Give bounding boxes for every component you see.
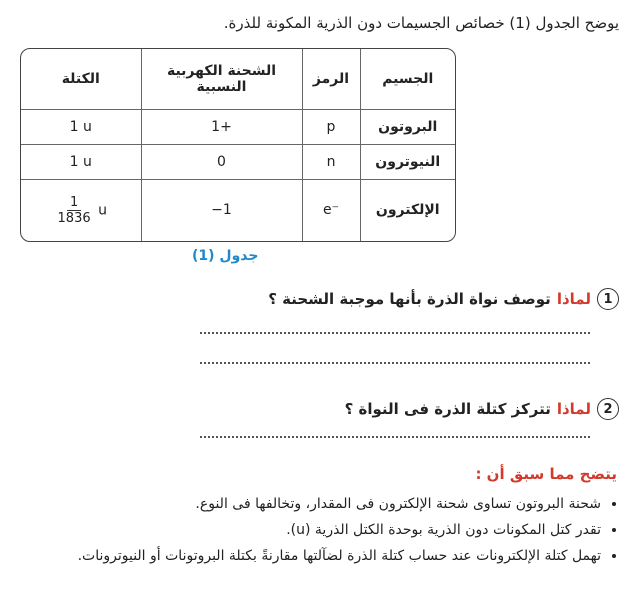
conclusion-list [0,494,619,572]
cell-mass: 1 u [21,144,141,179]
cell-symbol: n [302,144,360,179]
cell-symbol: e⁻ [302,179,360,241]
cell-particle: النيوترون [360,144,455,179]
table-row [21,144,455,179]
table-header-row [21,49,455,110]
table-row [21,179,455,241]
question-number-badge: 2 [597,398,619,420]
question-why: لماذا [556,400,591,418]
cell-charge: −1 [141,179,302,241]
conclusion-title: يتضح مما سبق أن : [475,465,617,483]
question-2 [345,398,619,420]
answer-line[interactable] [200,362,590,364]
list-item: • تقدر كتل المكونات دون الذرية بوحدة الكتل الذرية (u). [0,520,601,540]
particles-table [20,48,456,242]
header-symbol: الرمز [302,49,360,110]
cell-symbol: p [302,110,360,145]
question-text: توصف نواة الذرة بأنها موجبة الشحنة ؟ [268,290,551,308]
header-mass: الكتلة [21,49,141,110]
mass-unit: u [98,202,107,219]
answer-line[interactable] [200,332,590,334]
table-row [21,110,455,145]
cell-charge: +1 [141,110,302,145]
header-charge-line2: النسبية [196,79,247,95]
cell-mass: 1 u [21,110,141,145]
fraction-numerator: 1 [67,195,81,211]
header-charge-line1: الشحنة الكهربية [166,63,277,79]
header-particle: الجسيم [360,49,455,110]
cell-charge: 0 [141,144,302,179]
question-number-badge: 1 [597,288,619,310]
cell-particle: الإلكترون [360,179,455,241]
table-caption: جدول (1) [192,248,259,264]
mass-fraction [55,195,94,226]
answer-line[interactable] [200,436,590,438]
cell-mass [21,179,141,241]
header-charge [141,49,302,110]
question-why: لماذا [556,290,591,308]
intro-text: يوضح الجدول (1) خصائص الجسيمات دون الذرية المكونة للذرة. [223,14,619,32]
list-item: • تهمل كتلة الإلكترونات عند حساب كتلة الذرة لضآلتها مقارنةً بكتلة البروتونات أو النيوترونات. [0,546,601,566]
cell-particle: البروتون [360,110,455,145]
fraction-denominator: 1836 [57,210,91,226]
list-item: • شحنة البروتون تساوى شحنة الإلكترون فى المقدار، وتخالفها فى النوع. [0,494,601,514]
question-text: تتركز كتلة الذرة فى النواة ؟ [344,400,551,418]
question-1 [268,288,619,310]
